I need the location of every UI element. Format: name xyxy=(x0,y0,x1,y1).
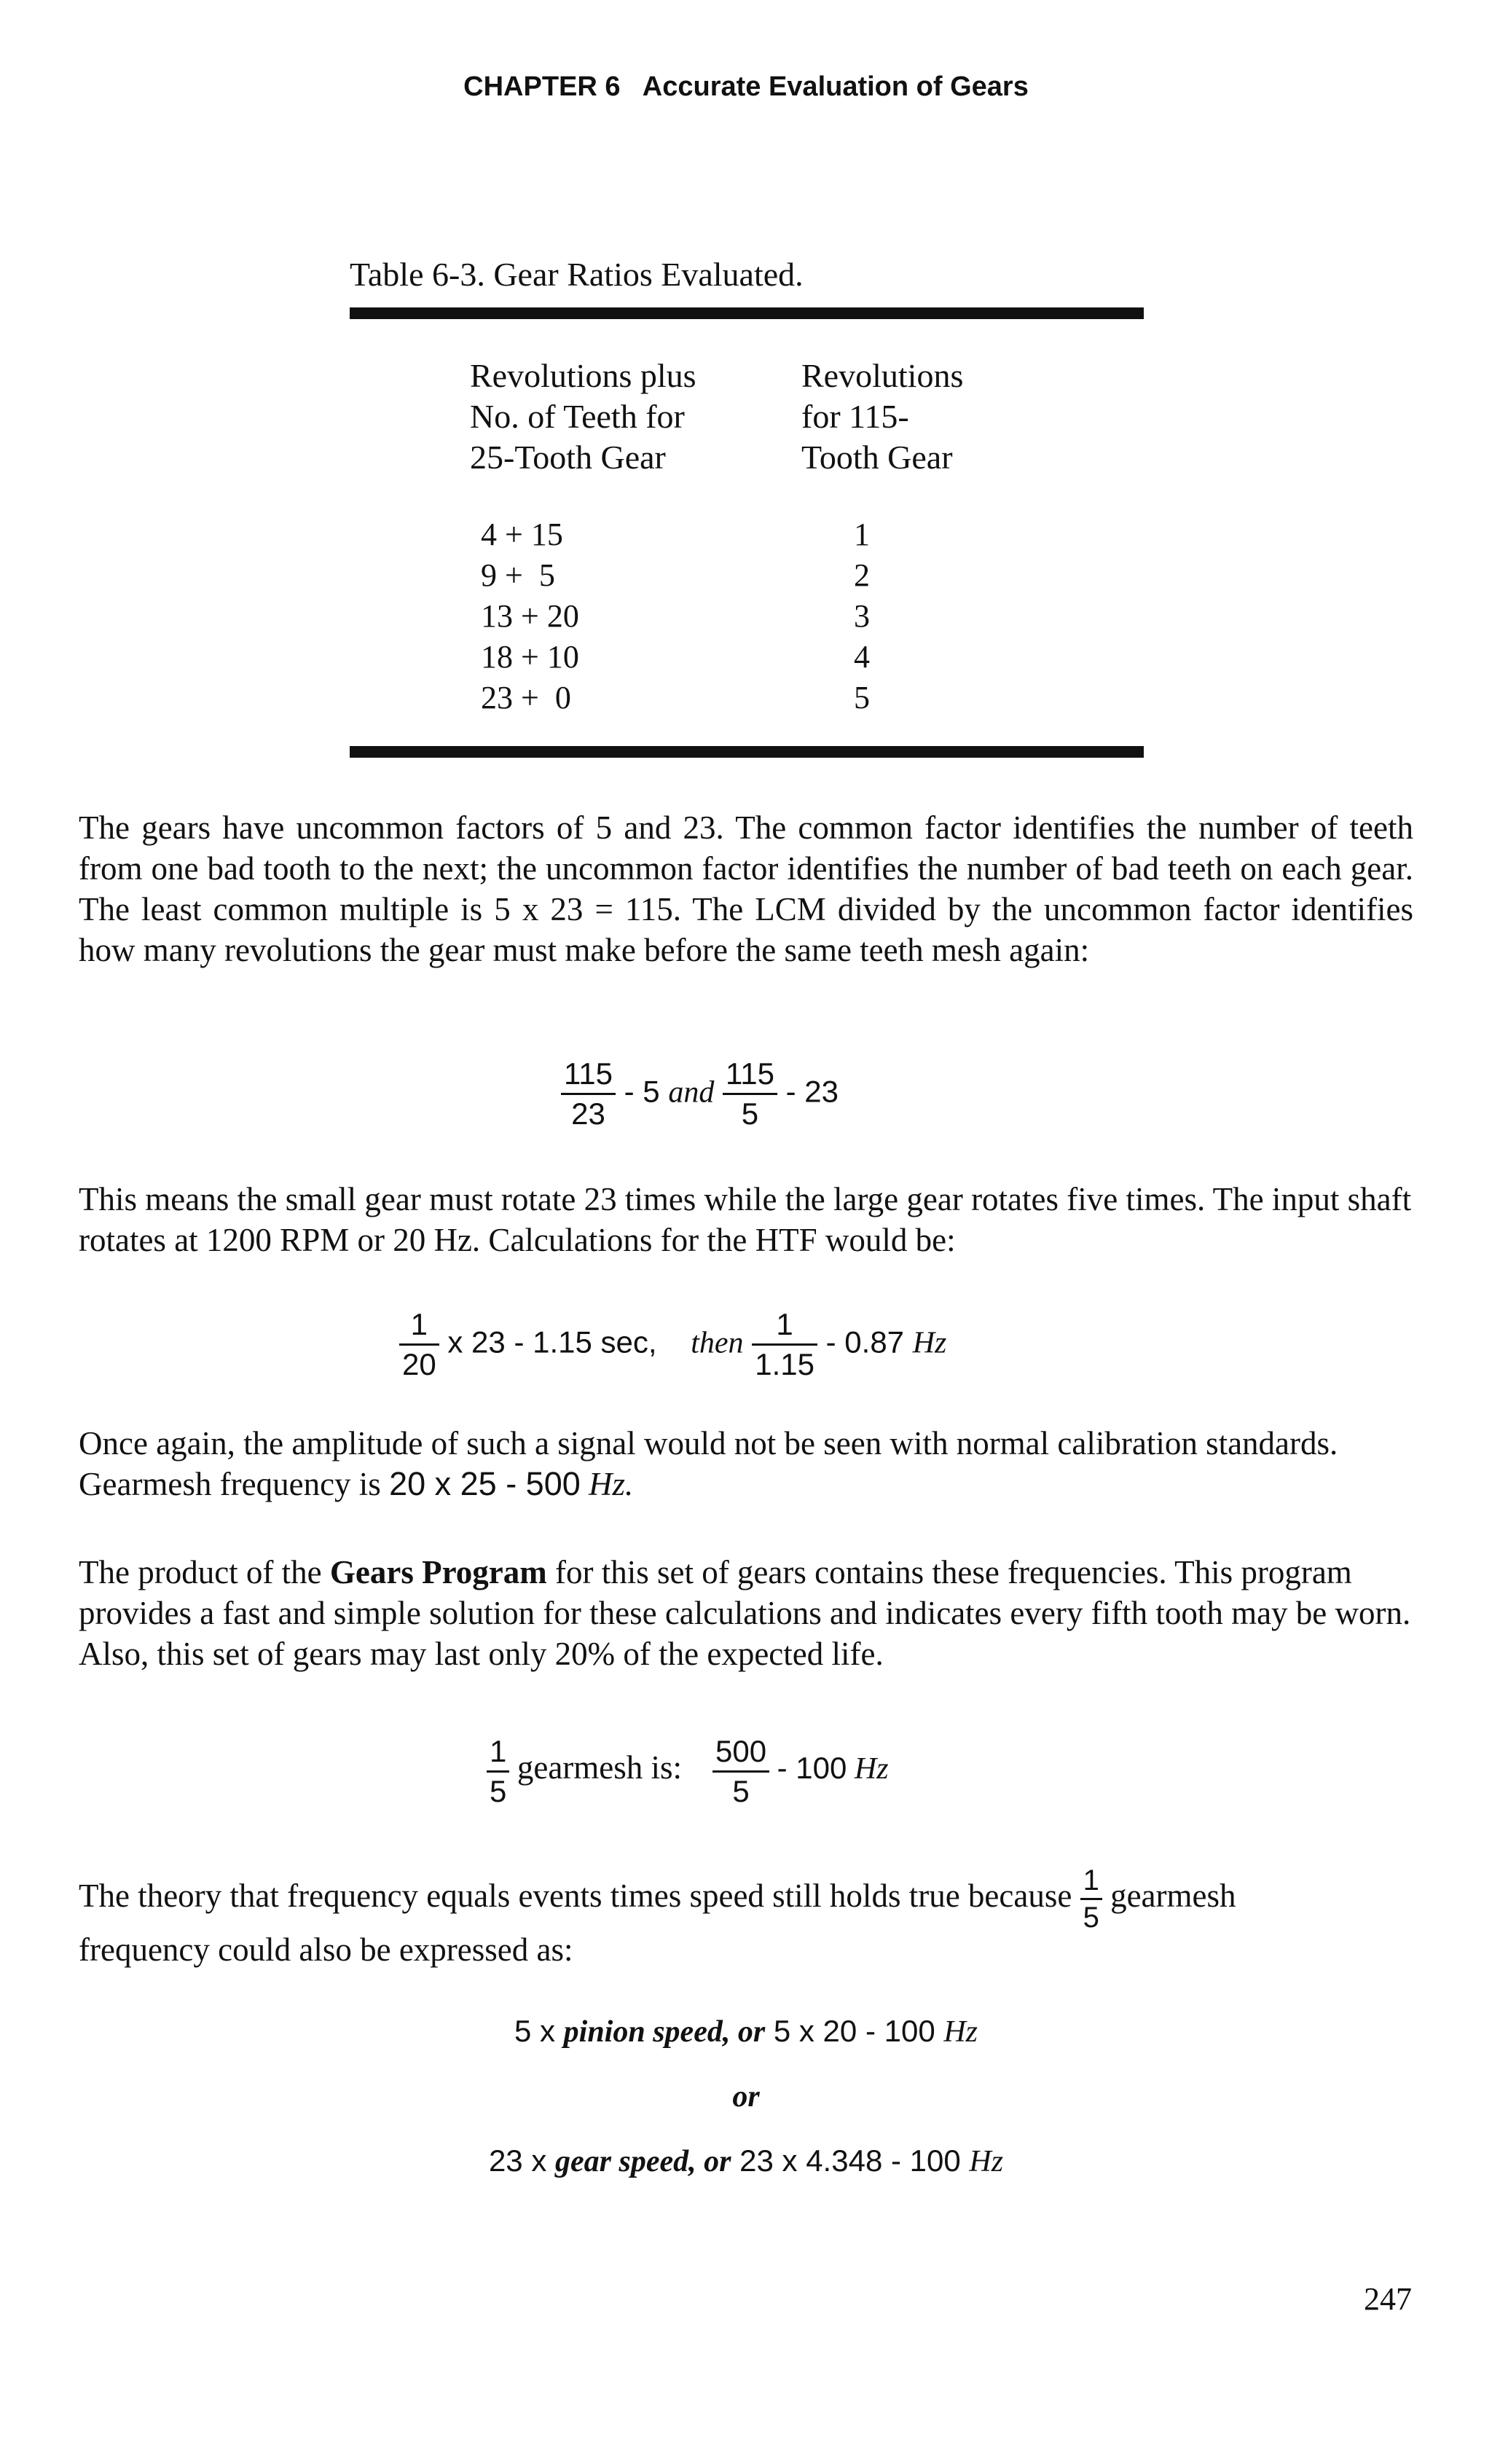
fraction: $\frac{1}{5}$ xyxy=(487,1733,509,1810)
paragraph: The product of the Gears Program for this set of gears contains these frequencies. This program provides a fast and simple solution for these calculations and indicates every fifth tooth may be worn. Also, this set of gears may last only 20% of the expected life. xyxy=(79,1554,1411,1672)
table-caption: Table 6-3. Gear Ratios Evaluated. xyxy=(350,256,804,293)
paragraph: The theory that frequency equals events times speed still holds true because $\frac{1}{5}$ gearmesh xyxy=(79,1864,1236,1934)
equation-or: or xyxy=(732,2080,760,2114)
table-header-line: Revolutions plus xyxy=(470,357,696,394)
table-cell: 4 + 15 xyxy=(481,517,563,552)
equation-gearmesh-fifth: $\frac{1}{5}$ gearmesh is: $\frac{500}{5}$ - 100 Hz xyxy=(487,1733,889,1810)
table-cell: 18 + 10 xyxy=(481,639,579,675)
fraction: $\frac{115}{23}$ xyxy=(561,1055,616,1133)
page-number: 247 xyxy=(1364,2281,1412,2317)
table-header-line: Revolutions xyxy=(801,357,964,394)
table-cell: 2 xyxy=(854,557,870,593)
table-header-line: for 115- xyxy=(801,398,909,435)
table-header-col2 xyxy=(801,356,963,478)
table-header-col1 xyxy=(470,356,696,478)
equation-htf: $\frac{1}{20}$ x 23 - 1.15 sec, then $\frac{1}{1.15}$ - 0.87 Hz xyxy=(399,1306,946,1384)
fraction: $\frac{500}{5}$ xyxy=(712,1733,769,1810)
paragraph: The gears have uncommon factors of 5 and 23. The common factor identifies the number of teeth from one bad tooth to the next; the uncommon factor identifies the number of bad teeth on each gear. The least common multiple is 5 x 23 = 115. The LCM divided by the uncommon factor identifies how many revolutions the gear must make before the same teeth mesh again: xyxy=(79,809,1413,968)
equation-gear-speed: 23 x gear speed, or 23 x 4.348 - 100 Hz xyxy=(488,2143,1004,2178)
table-cell: 13 + 20 xyxy=(481,598,579,634)
table-cell: 3 xyxy=(854,598,870,634)
inline-fraction: $\frac{1}{5}$ xyxy=(1080,1863,1102,1935)
paragraph: Once again, the amplitude of such a signal would not be seen with normal calibration standards. Gearmesh frequency is 20 x 25 - 500 Hz. xyxy=(79,1425,1338,1502)
table-cell: 23 + 0 xyxy=(481,680,571,715)
running-head: CHAPTER 6 Accurate Evaluation of Gears xyxy=(463,71,1029,102)
table-header-line: 25-Tooth Gear xyxy=(470,439,666,476)
gears-program-term: Gears Program xyxy=(329,1554,547,1590)
table-header-line: No. of Teeth for xyxy=(470,398,685,435)
fraction: $\frac{115}{5}$ xyxy=(723,1055,777,1133)
table-cell: 5 xyxy=(854,680,870,715)
table-bottom-rule xyxy=(350,746,1144,758)
fraction: $\frac{1}{1.15}$ xyxy=(752,1306,817,1384)
table-cell: 4 xyxy=(854,639,870,675)
table-header-line: Tooth Gear xyxy=(801,439,953,476)
equation-lcm: $\frac{115}{23}$ - 5 and $\frac{115}{5}$ - 23 xyxy=(561,1055,839,1133)
table-cell: 9 + 5 xyxy=(481,557,555,593)
table-top-rule xyxy=(350,307,1144,319)
fraction: $\frac{1}{20}$ xyxy=(399,1306,439,1384)
paragraph: frequency could also be expressed as: xyxy=(79,1931,573,1968)
paragraph: This means the small gear must rotate 23 times while the large gear rotates five times. The input shaft rotates at 1200 RPM or 20 Hz. Calculations for the HTF would be: xyxy=(79,1181,1412,1258)
table-cell: 1 xyxy=(854,517,870,552)
equation-pinion-speed: 5 x pinion speed, or 5 x 20 - 100 Hz xyxy=(514,2014,978,2049)
